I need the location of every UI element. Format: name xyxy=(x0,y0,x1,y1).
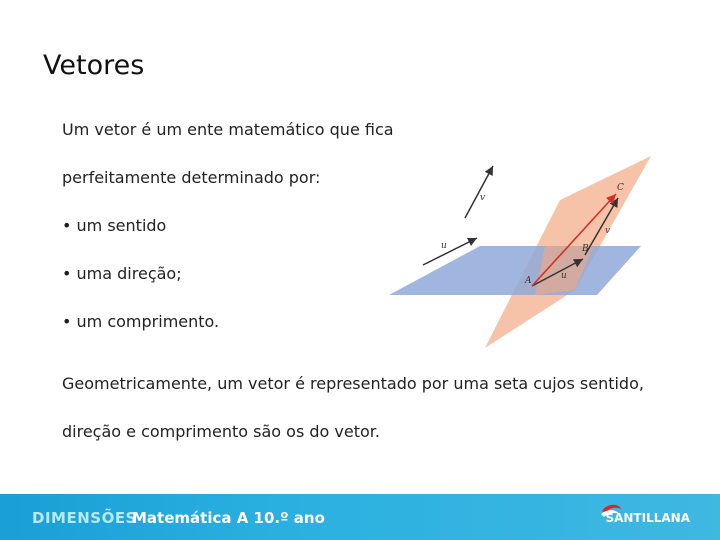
footer-brand: DIMENSÕES xyxy=(32,509,137,527)
vector-planes-figure xyxy=(385,150,655,355)
santillana-logo-text: SANTILLANA xyxy=(605,511,690,525)
label-point-B: B xyxy=(582,244,589,254)
intro-line-2: perfeitamente determinado por: xyxy=(62,168,321,187)
footer-bar xyxy=(0,494,720,540)
paragraph-line-1: Geometricamente, um vetor é representado por uma seta cujos sentido, xyxy=(62,374,644,393)
slide-title: Vetores xyxy=(43,50,145,81)
bullet-comprimento: • um comprimento. xyxy=(62,312,219,331)
label-vector-v: v xyxy=(605,226,611,236)
intro-line-1: Um vetor é um ente matemático que fica xyxy=(62,120,394,139)
paragraph-line-2: direção e comprimento são os do vetor. xyxy=(62,422,380,441)
label-point-A: A xyxy=(525,276,532,286)
bullet-direcao: • uma direção; xyxy=(62,264,182,283)
label-point-C: C xyxy=(617,183,624,193)
blue-plane xyxy=(389,246,641,295)
footer-course: Matemática A 10.º ano xyxy=(132,509,325,527)
label-free-u: u xyxy=(441,241,447,251)
label-free-v: v xyxy=(480,193,486,203)
label-vector-u: u xyxy=(561,271,567,281)
free-vector-v xyxy=(465,166,493,218)
bullet-sentido: • um sentido xyxy=(62,216,166,235)
